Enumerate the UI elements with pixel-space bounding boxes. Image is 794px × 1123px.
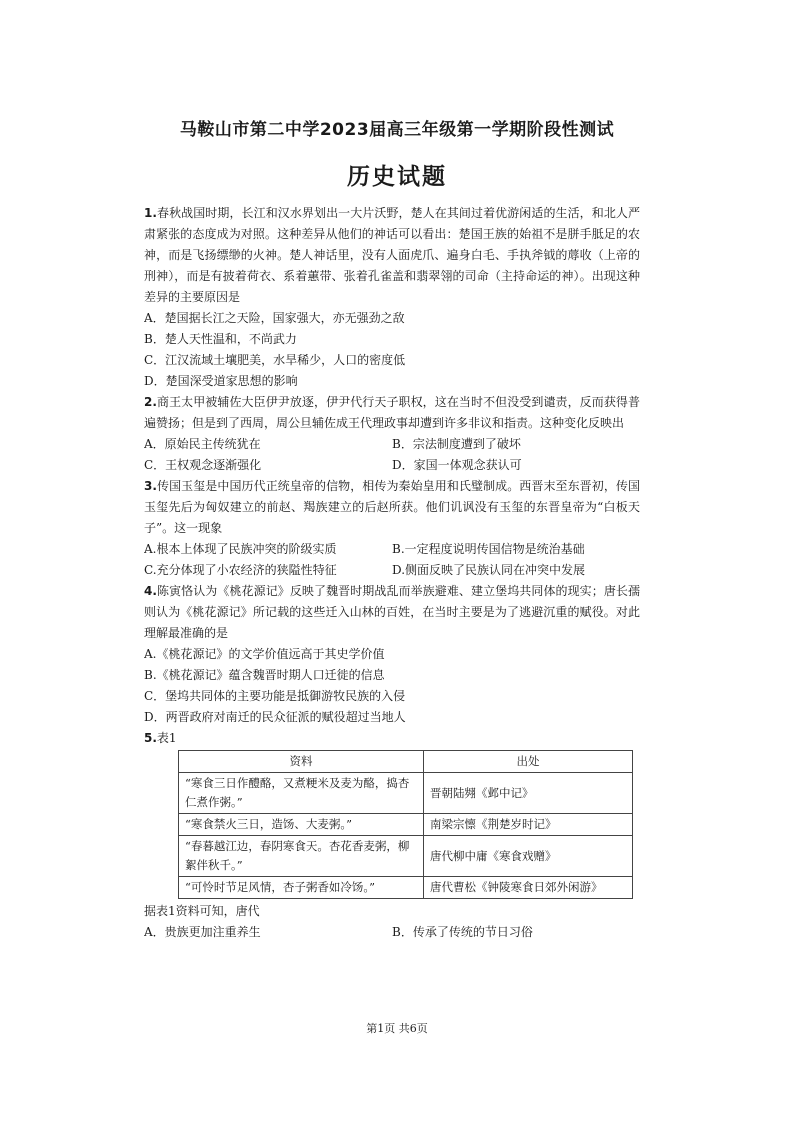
question-number: 3. bbox=[144, 479, 157, 493]
question-2 bbox=[144, 392, 640, 476]
table-cell-origin: 唐代柳中庸《寒食戏赠》 bbox=[424, 836, 633, 877]
table-cell-origin: 唐代曹松《钟陵寒食日郊外闲游》 bbox=[424, 877, 633, 899]
option-a: A．贵族更加注重养生 bbox=[144, 925, 261, 939]
question-4 bbox=[144, 581, 640, 728]
question-text: 传国玉玺是中国历代正统皇帝的信物，相传为秦始皇用和氏璧制成。西晋末至东晋初，传国玉玺先后为匈奴建立的前赵、羯族建立的后赵所获。他们讥讽没有玉玺的东晋皇帝为“白板天子”。这一现象 bbox=[144, 479, 640, 535]
option-row bbox=[144, 922, 640, 943]
question-number: 5. bbox=[144, 731, 157, 745]
source-table bbox=[178, 750, 633, 899]
question-text: 商王太甲被辅佐大臣伊尹放逐，伊尹代行天子职权，这在当时不但没受到谴责，反而获得普遍赞扬；但是到了西周，周公旦辅佐成王代理政事却遭到许多非议和指责。这种变化反映出 bbox=[144, 395, 640, 430]
question-stem bbox=[144, 203, 640, 308]
question-5 bbox=[144, 728, 640, 943]
option-row bbox=[144, 560, 640, 581]
question-stem bbox=[144, 581, 640, 644]
option-a: A.《桃花源记》的文学价值远高于其史学价值 bbox=[144, 647, 385, 661]
table-header-row bbox=[179, 751, 633, 773]
option-b: B.《桃花源记》蕴含魏晋时期人口迁徙的信息 bbox=[144, 668, 385, 682]
page-footer: 第1页 共6页 bbox=[366, 1022, 428, 1035]
option-b: B．传承了传统的节日习俗 bbox=[392, 925, 533, 939]
table-cell-quote: “春暮越江边，春阴寒食天。杏花香麦粥，柳絮伴秋千。” bbox=[179, 836, 424, 877]
question-number: 4. bbox=[144, 584, 157, 598]
table-cell-origin: 晋朝陆翙《邺中记》 bbox=[424, 773, 633, 814]
question-3 bbox=[144, 476, 640, 581]
option-d: D．两晋政府对南迁的民众征派的赋役超过当地人 bbox=[144, 710, 406, 724]
option-d: D．家国一体观念获认可 bbox=[392, 458, 522, 472]
option-b: B．宗法制度遭到了破坏 bbox=[392, 437, 521, 451]
subject-title: 历史试题 bbox=[347, 164, 447, 190]
option-row bbox=[144, 434, 640, 455]
table-cell-quote: “可怜时节足风情，杏子粥香如冷饧。” bbox=[179, 877, 424, 899]
question-text: 陈寅恪认为《桃花源记》反映了魏晋时期战乱而举族避难、建立堡坞共同体的现实；唐长孺则认为《桃花源记》所记载的这些迁入山林的百姓，在当时主要是为了逃避沉重的赋役。对此理解最准确的是 bbox=[144, 584, 640, 640]
option-d: D.侧面反映了民族认同在冲突中发展 bbox=[392, 563, 586, 577]
table-row bbox=[179, 836, 633, 877]
column-header-origin: 出处 bbox=[424, 751, 633, 773]
option-a: A.根本上体现了民族冲突的阶级实质 bbox=[144, 542, 337, 556]
question-text: 春秋战国时期，长江和汉水界划出一大片沃野，楚人在其间过着优游闲适的生活，和北人严肃紧张的态度成为对照。这种差异从他们的神话可以看出：楚国王族的始祖不是胼手胝足的农神，而是飞扬缥缈的火神。楚人神话里，没有人面虎爪、遍身白毛、手执斧钺的蓐收（上帝的刑神），而是有披着荷衣、系着蕙带、张着孔雀盖和翡翠翎的司命（主持命运的神）。出现这种差异的主要原因是 bbox=[144, 206, 640, 304]
table-caption: 表1 bbox=[156, 731, 177, 745]
table-cell-origin: 南梁宗懔《荆楚岁时记》 bbox=[424, 814, 633, 836]
question-stem bbox=[144, 476, 640, 539]
column-header-source: 资料 bbox=[179, 751, 424, 773]
question-number: 1. bbox=[144, 206, 157, 220]
table-cell-quote: “寒食禁火三日，造饧、大麦粥。” bbox=[179, 814, 424, 836]
question-prompt: 据表1资料可知，唐代 bbox=[144, 904, 260, 918]
question-1 bbox=[144, 203, 640, 392]
question-stem bbox=[144, 392, 640, 434]
option-a: A．楚国据长江之天险，国家强大，亦无强劲之敌 bbox=[144, 311, 405, 325]
table-row bbox=[179, 814, 633, 836]
option-row bbox=[144, 455, 640, 476]
table-cell-quote: “寒食三日作醴酪，又煮粳米及麦为酪，捣杏仁煮作粥。” bbox=[179, 773, 424, 814]
table-row bbox=[179, 773, 633, 814]
question-number: 2. bbox=[144, 395, 157, 409]
option-c: C．王权观念逐渐强化 bbox=[144, 458, 262, 472]
option-c: C.充分体现了小农经济的狭隘性特征 bbox=[144, 563, 337, 577]
question-stem bbox=[144, 728, 640, 749]
table-row bbox=[179, 877, 633, 899]
option-b: B.一定程度说明传国信物是统治基础 bbox=[392, 542, 585, 556]
option-c: C．堡坞共同体的主要功能是抵御游牧民族的入侵 bbox=[144, 689, 406, 703]
option-row bbox=[144, 539, 640, 560]
option-b: B．楚人天性温和，不尚武力 bbox=[144, 332, 297, 346]
exam-title: 马鞍山市第二中学2023届高三年级第一学期阶段性测试 bbox=[179, 120, 615, 140]
option-d: D．楚国深受道家思想的影响 bbox=[144, 374, 298, 388]
option-c: C．江汉流域土壤肥美，水旱稀少，人口的密度低 bbox=[144, 353, 406, 367]
question-list bbox=[144, 203, 640, 943]
option-a: A．原始民主传统犹在 bbox=[144, 437, 261, 451]
